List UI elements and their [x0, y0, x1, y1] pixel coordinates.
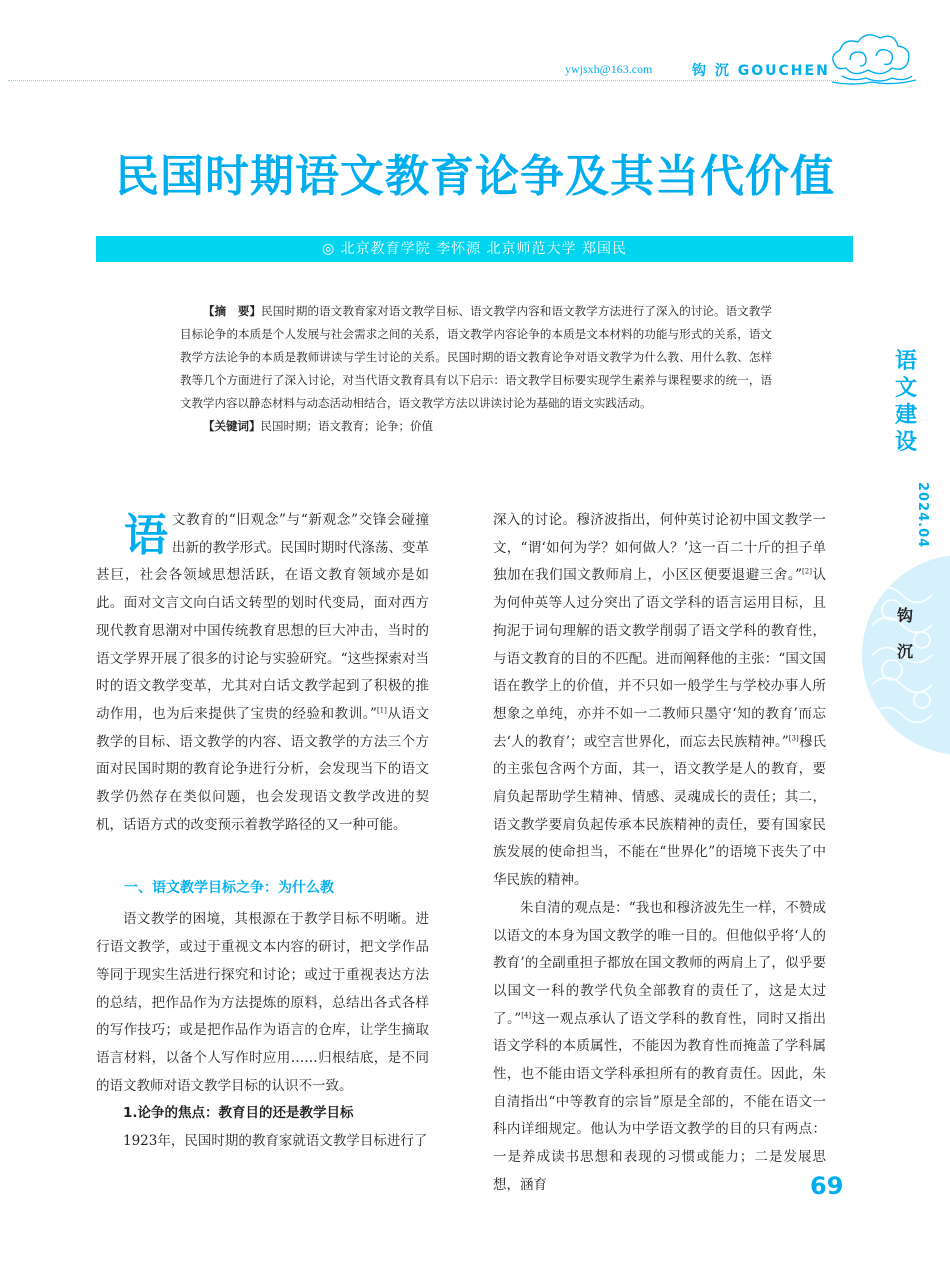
page-number: 69: [810, 1172, 844, 1200]
body-text: 穆氏的主张包含两个方面，其一，语文教学是人的教育，要肩负起帮助学生精神、情感、灵魂成长的责任；其二，语文教学要肩负起传承本民族精神的责任，要有国家民族发展的使命担当，不能在“世界化”的语境下丧失了中华民族的精神。: [493, 733, 827, 889]
side-journal-name: [886, 348, 926, 456]
side-journal-char: 设: [894, 429, 917, 455]
body-column-left: [96, 507, 429, 1156]
intro-text: 文教育的“旧观念”与“新观念”交锋会碰撞出新的教学形式。民国时期时代涤荡、变革甚巨，社会各领域思想活跃，在语文教育领域亦是如此。面对文言文向白话文转型的划时代变局，面对西方现代教育思潮对中国传统教育思想的巨大冲击，当时的语文学界开展了很多的讨论与实验研究。“这些探索对当时的语文教学变革，尤其对白话文教学起到了积极的推动作用，也为后来提供了宝贵的经验和教训。”: [96, 512, 429, 722]
intro-tail: 从语文教学的目标、语文教学的内容、语文教学的方法三个方面对民国时期的教育论争进行分析，会发现当下的语文教学仍然存在类似问题，也会发现语文教学改进的契机，话语方式的改变预示着教学路径的又一种可能。: [96, 705, 429, 833]
body-text: 朱自清的观点是：“我也和穆济波先生一样，不赞成以语文的本身为国文教学的唯一目的。但他似乎将‘人的教育’的全副重担子都放在国文教师的两肩上了，似乎要以国文一科的教学代负全部教育的责任了，这是太过了。”: [493, 899, 826, 1027]
citation-ref: [4]: [521, 1011, 532, 1020]
abstract-paragraph: [180, 300, 772, 415]
body-paragraph: 1923年，民国时期的教育家就语文教学目标进行了: [123, 1133, 428, 1150]
citation-ref: [1]: [376, 706, 387, 715]
author-bar: ◎ 北京教育学院 李怀源 北京师范大学 郑国民: [96, 236, 853, 262]
subsection-heading: 1.论争的焦点：教育目的还是教学目标: [123, 1105, 354, 1122]
intro-paragraph: [96, 507, 429, 839]
article-title: 民国时期语文教育论争及其当代价值: [115, 151, 835, 202]
abstract-label: 【摘 要】: [203, 304, 262, 318]
cloud-ornament-icon: [826, 26, 920, 86]
keywords-paragraph: [180, 415, 772, 438]
keywords-label: 【关键词】: [203, 419, 261, 433]
side-journal-char: 建: [894, 402, 917, 428]
body-paragraph: 语文教学的困境，其根源在于教学目标不明晰。进行语文教学，或过于重视文本内容的研讨，把文学作品等同于现实生活进行探究和讨论；或过于重视表达方法的总结，把作品作为方法提炼的原料，总结出各式各样的写作技巧；或是把作品作为语言的仓库，让学生摘取语言材料，以备个人写作时应用……归根结底，是不同的语文教师对语文教学目标的认识不一致。: [96, 911, 429, 1094]
drop-cap: 语: [124, 510, 168, 561]
abstract-text: 民国时期的语文教育家对语文教学目标、语文教学内容和语文教学方法进行了深入的讨论。语文教学目标论争的本质是个人发展与社会需求之间的关系，语文教学内容论争的本质是文本材料的功能与形式的关系，语文教学方法论争的本质是教师讲读与学生讨论的关系。民国时期的语文教育论争对语文教学为什么教、用什么教、怎样教等几个方面进行了深入讨论，对当代语文教育具有以下启示：语文教学目标要实现学生素养与课程要求的统一，语文教学内容以静态材料与动态活动相结合，语文教学方法以讲读讨论为基础的语文实践活动。: [180, 304, 772, 410]
body-text: 深入的讨论。穆济波指出，何仲英讨论初中国文教学一文，“谓‘如何为学？如何做人？’这一百二十斤的担子单独加在我们国文教师肩上，小区区便要退避三舍。”: [493, 512, 826, 584]
keywords-text: 民国时期；语文教育；论争；价值: [260, 419, 433, 433]
body-column-right: [493, 507, 826, 1200]
section-heading: 一、语文教学目标之争：为什么教: [124, 880, 334, 897]
header-divider: [8, 80, 838, 81]
abstract-block: [180, 300, 772, 438]
side-column-label: [885, 598, 925, 670]
header-column-label: 钩 沉 GOUCHEN: [692, 63, 830, 79]
citation-ref: [2]: [802, 567, 812, 576]
side-journal-char: 语: [894, 348, 917, 374]
body-paragraph: [493, 507, 826, 895]
side-journal-char: 文: [894, 375, 917, 401]
side-column-char: 沉: [896, 642, 913, 661]
header-email: ywjsxh@163.com: [565, 62, 653, 76]
body-text: 认为何仲英等人过分突出了语文学科的语言运用目标，且拘泥于词句理解的语文教学削弱了语文学科的教育性，与语文教育的目的不匹配。进而阐释他的主张：“国文国语在教学上的价值，并不只如一般学生与学校办事人所想象之单纯，亦并不如一二教师只墨守‘知的教育’而忘去‘人的教育’；或空言世界化，而忘去民族精神。”: [493, 567, 827, 750]
body-text: 这一观点承认了语文学科的教育性，同时又指出语文学科的本质属性，不能因为教育性而掩盖了学科属性，也不能由语文学科承担所有的教育责任。因此，朱自清指出“中等教育的宗旨”原是全部的，不能在语文一科内详细规定。他认为中学语文教学的目的只有两点：一是养成读书思想和表现的习惯或能力；二是发展思想，涵育: [493, 1010, 826, 1193]
body-paragraph: [493, 895, 826, 1200]
citation-ref: [3]: [788, 734, 799, 743]
side-column-char: 钩: [896, 606, 913, 625]
side-issue-date: 2024.04: [915, 481, 930, 549]
